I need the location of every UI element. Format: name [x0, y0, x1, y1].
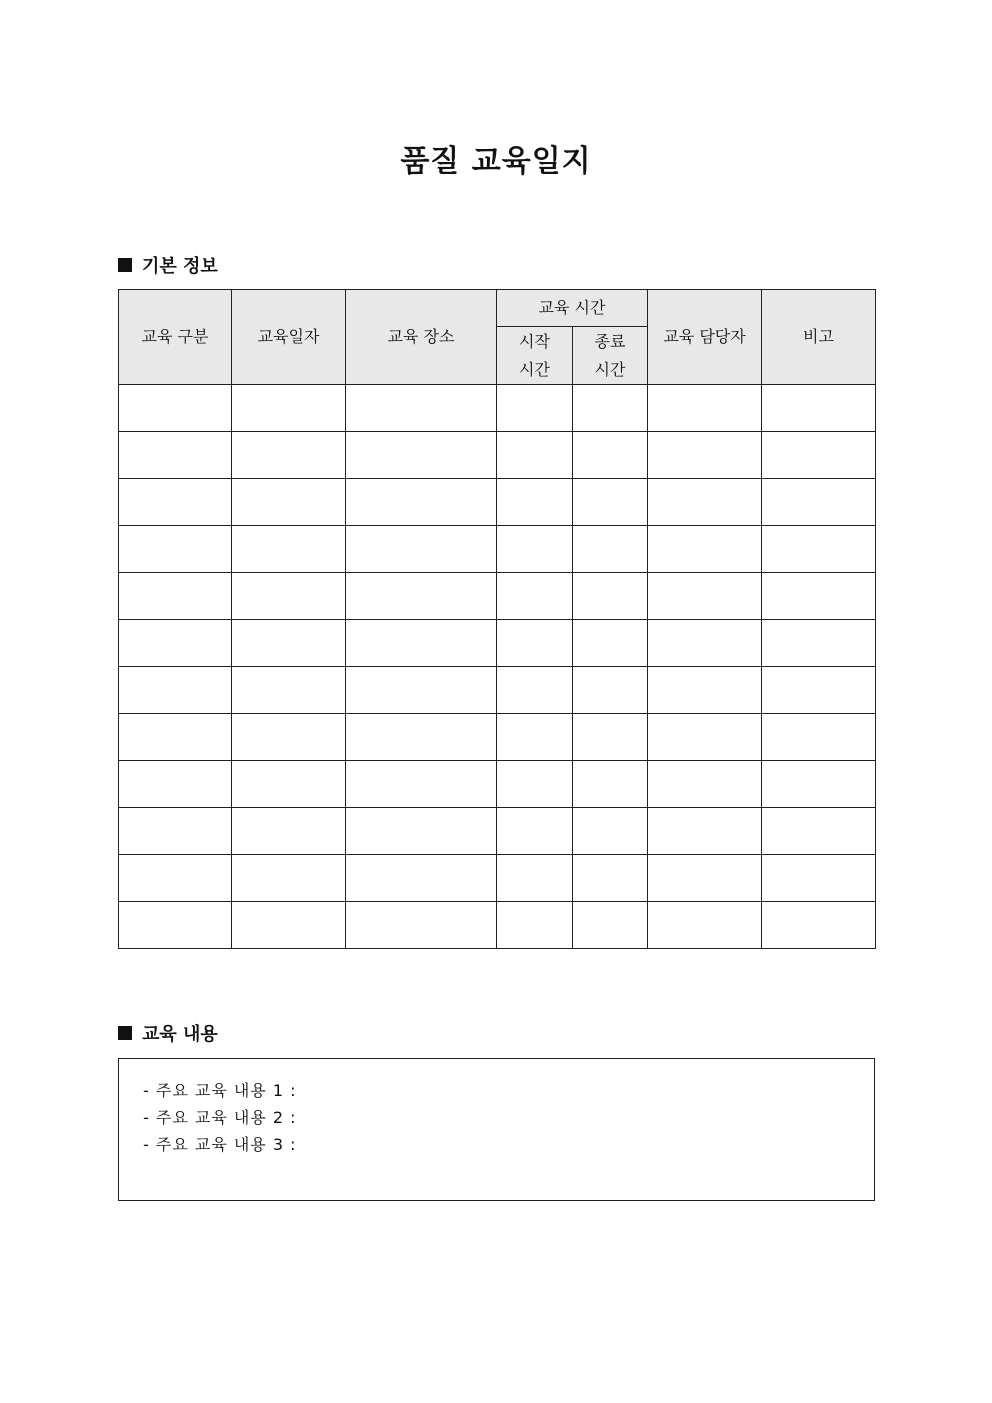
cell-category[interactable]: [119, 526, 232, 573]
cell-end-time[interactable]: [573, 573, 648, 620]
cell-end-time[interactable]: [573, 902, 648, 949]
cell-end-time[interactable]: [573, 620, 648, 667]
list-item: - 주요 교육 내용 3 :: [143, 1135, 297, 1154]
cell-date[interactable]: [232, 573, 346, 620]
cell-instructor[interactable]: [648, 573, 762, 620]
cell-category[interactable]: [119, 432, 232, 479]
cell-instructor[interactable]: [648, 526, 762, 573]
cell-end-time[interactable]: [573, 667, 648, 714]
document-title: 품질 교육일지: [400, 144, 592, 179]
content-list: [119, 1059, 874, 1158]
header-remarks: 비고: [762, 290, 876, 385]
cell-location[interactable]: [346, 385, 497, 432]
cell-end-time[interactable]: [573, 479, 648, 526]
cell-category[interactable]: [119, 902, 232, 949]
cell-start-time[interactable]: [497, 808, 573, 855]
cell-start-time[interactable]: [497, 620, 573, 667]
cell-end-time[interactable]: [573, 385, 648, 432]
cell-category[interactable]: [119, 714, 232, 761]
cell-remarks[interactable]: [762, 902, 876, 949]
cell-category[interactable]: [119, 667, 232, 714]
cell-remarks[interactable]: [762, 714, 876, 761]
cell-remarks[interactable]: [762, 479, 876, 526]
cell-location[interactable]: [346, 432, 497, 479]
table-row: [119, 479, 876, 526]
header-instructor: 교육 담당자: [648, 290, 762, 385]
cell-start-time[interactable]: [497, 479, 573, 526]
cell-location[interactable]: [346, 573, 497, 620]
table-row: [119, 855, 876, 902]
cell-location[interactable]: [346, 902, 497, 949]
cell-category[interactable]: [119, 855, 232, 902]
cell-start-time[interactable]: [497, 855, 573, 902]
cell-location[interactable]: [346, 855, 497, 902]
header-end-time-line1: 종료: [594, 331, 626, 351]
header-start-time-line2: 시간: [519, 359, 550, 379]
cell-remarks[interactable]: [762, 761, 876, 808]
cell-category[interactable]: [119, 385, 232, 432]
cell-category[interactable]: [119, 620, 232, 667]
cell-end-time[interactable]: [573, 761, 648, 808]
cell-category[interactable]: [119, 761, 232, 808]
cell-instructor[interactable]: [648, 855, 762, 902]
table-row: [119, 526, 876, 573]
cell-date[interactable]: [232, 667, 346, 714]
cell-remarks[interactable]: [762, 808, 876, 855]
cell-date[interactable]: [232, 761, 346, 808]
table-row: [119, 385, 876, 432]
cell-end-time[interactable]: [573, 432, 648, 479]
cell-instructor[interactable]: [648, 761, 762, 808]
cell-remarks[interactable]: [762, 620, 876, 667]
cell-date[interactable]: [232, 479, 346, 526]
header-time-group: 교육 시간: [497, 290, 648, 327]
table-row: [119, 761, 876, 808]
cell-date[interactable]: [232, 902, 346, 949]
section-heading-content: [118, 1020, 218, 1046]
square-bullet-icon: [118, 1026, 132, 1040]
cell-start-time[interactable]: [497, 573, 573, 620]
cell-start-time[interactable]: [497, 714, 573, 761]
cell-date[interactable]: [232, 432, 346, 479]
cell-location[interactable]: [346, 479, 497, 526]
list-item: - 주요 교육 내용 1 :: [143, 1081, 297, 1100]
cell-instructor[interactable]: [648, 714, 762, 761]
cell-instructor[interactable]: [648, 808, 762, 855]
header-start-time: [497, 327, 573, 385]
section-heading-basic-info: [118, 252, 218, 278]
cell-date[interactable]: [232, 714, 346, 761]
cell-remarks[interactable]: [762, 385, 876, 432]
cell-location[interactable]: [346, 526, 497, 573]
cell-date[interactable]: [232, 620, 346, 667]
header-end-time-line2: 시간: [594, 359, 626, 379]
cell-start-time[interactable]: [497, 432, 573, 479]
cell-remarks[interactable]: [762, 667, 876, 714]
cell-location[interactable]: [346, 667, 497, 714]
cell-remarks[interactable]: [762, 855, 876, 902]
cell-location[interactable]: [346, 808, 497, 855]
cell-instructor[interactable]: [648, 667, 762, 714]
table-row: [119, 714, 876, 761]
cell-instructor[interactable]: [648, 620, 762, 667]
table-row: [119, 620, 876, 667]
cell-remarks[interactable]: [762, 526, 876, 573]
cell-start-time[interactable]: [497, 385, 573, 432]
table-row: [119, 573, 876, 620]
cell-category[interactable]: [119, 479, 232, 526]
cell-start-time[interactable]: [497, 526, 573, 573]
header-location: 교육 장소: [346, 290, 497, 385]
square-bullet-icon: [118, 258, 132, 272]
cell-category[interactable]: [119, 573, 232, 620]
table-body: [119, 385, 876, 949]
table-row: [119, 902, 876, 949]
table-row: [119, 808, 876, 855]
cell-start-time[interactable]: [497, 902, 573, 949]
cell-date[interactable]: [232, 808, 346, 855]
cell-end-time[interactable]: [573, 526, 648, 573]
cell-start-time[interactable]: [497, 667, 573, 714]
education-log-table: [118, 289, 876, 949]
cell-date[interactable]: [232, 385, 346, 432]
header-category: 교육 구분: [119, 290, 232, 385]
cell-date[interactable]: [232, 526, 346, 573]
cell-remarks[interactable]: [762, 432, 876, 479]
section-heading-label: 교육 내용: [142, 1024, 218, 1045]
cell-instructor[interactable]: [648, 902, 762, 949]
table-row: [119, 432, 876, 479]
cell-remarks[interactable]: [762, 573, 876, 620]
cell-location[interactable]: [346, 620, 497, 667]
section-heading-label: 기본 정보: [142, 256, 218, 277]
cell-instructor[interactable]: [648, 432, 762, 479]
cell-date[interactable]: [232, 855, 346, 902]
cell-start-time[interactable]: [497, 761, 573, 808]
education-content-box[interactable]: [118, 1058, 875, 1201]
table-row: [119, 667, 876, 714]
cell-instructor[interactable]: [648, 479, 762, 526]
cell-location[interactable]: [346, 714, 497, 761]
cell-end-time[interactable]: [573, 855, 648, 902]
header-end-time: [573, 327, 648, 385]
cell-category[interactable]: [119, 808, 232, 855]
cell-end-time[interactable]: [573, 808, 648, 855]
header-date: 교육일자: [232, 290, 346, 385]
cell-end-time[interactable]: [573, 714, 648, 761]
cell-location[interactable]: [346, 761, 497, 808]
header-start-time-line1: 시작: [519, 331, 550, 351]
list-item: - 주요 교육 내용 2 :: [143, 1108, 297, 1127]
cell-instructor[interactable]: [648, 385, 762, 432]
